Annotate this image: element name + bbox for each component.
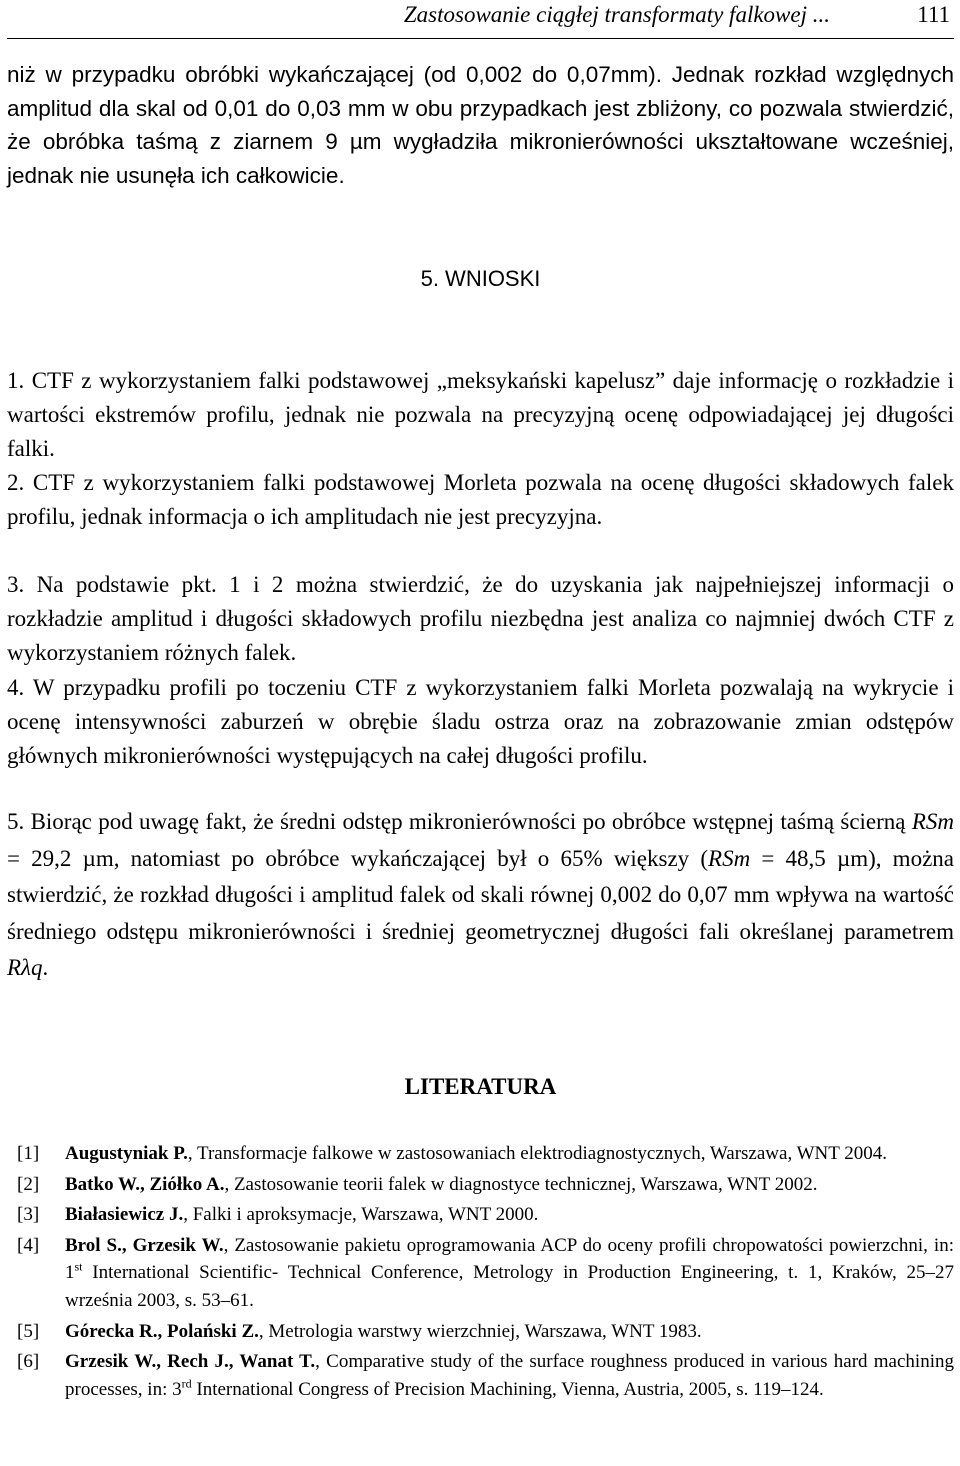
reference-number: [4]: [17, 1234, 40, 1256]
page-number: 111: [917, 2, 950, 27]
header-title: Zastosowanie ciągłej transformaty falkowej ...: [403, 2, 830, 27]
reference-number: [2]: [17, 1173, 40, 1195]
intro-paragraph: niż w przypadku obróbki wykańczającej (od 0,002 do 0,07mm). Jednak rozkład względnych amplitud dla skal od 0,01 do 0,03 mm w obu przypadkach jest zbliżony, co pozwala stwierdzić, że obróbka taśmą z ziarnem 9 µm wygładziła mikronierówności ukształtowane wcześniej, jednak nie usunęła ich całkowicie.: [7, 62, 954, 188]
conclusion-4: 4. W przypadku profili po toczeniu CTF z wykorzystaniem falki Morleta pozwalają na wykrycie i ocenę intensywności zaburzeń w obrębie śladu ostrza oraz na zobrazowanie zmian odstępów głównych mikronierówności występujących na całej długości profilu.: [7, 675, 954, 768]
reference-item: [17, 1171, 954, 1199]
reference-text: , Falki i aproksymacje, Warszawa, WNT 2000.: [183, 1204, 539, 1226]
reference-text: , Metrologia warstwy wierzchniej, Warszawa, WNT 1983.: [258, 1320, 702, 1342]
rlq-parameter: Rλq: [7, 955, 43, 980]
reference-authors: Augustyniak P.: [65, 1143, 188, 1164]
reference-item: [17, 1201, 954, 1229]
rsm-symbol: RSm: [911, 809, 954, 834]
reference-authors: Batko W., Ziółko A.: [65, 1173, 225, 1195]
reference-text: , Transformacje falkowe w zastosowaniach elektrodiagnostycznych, Warszawa, WNT 2004.: [187, 1143, 888, 1164]
reference-text: International Scientific- Technical Conference, Metrology in Production Engineering, t. 1, Kraków, 25–27 września 2003, s. 53–61.: [65, 1262, 954, 1311]
reference-authors: Grzesik W., Rech J., Wanat T.: [65, 1351, 316, 1373]
conclusion-5-part-c: = 48,5 µm), można stwierdzić, że rozkład długości i amplitud falek od skali równej 0,002 do 0,07 mm wpływa na wartość średniego odstępu mikronierówności i średniej geometrycznej długości fali określanej parametrem: [7, 845, 954, 944]
ordinal-superscript: rd: [181, 1376, 192, 1391]
reference-number: [5]: [17, 1320, 40, 1342]
reference-item: [17, 1232, 954, 1315]
conclusion-5-part-a: 5. Biorąc pod uwagę fakt, że średni odstęp mikronierówności po obróbce wstępnej taśmą ścierną: [7, 809, 912, 834]
conclusion-5-part-d: .: [42, 955, 49, 980]
reference-authors: Białasiewicz J.: [65, 1204, 184, 1226]
reference-number: [6]: [17, 1351, 40, 1373]
rsm-symbol: RSm: [708, 845, 751, 871]
reference-item: [17, 1348, 954, 1403]
ordinal-superscript: st: [74, 1260, 83, 1275]
conclusion-5-part-b: = 29,2 µm, natomiast po obróbce wykańczającej był o 65% większy (: [7, 845, 709, 871]
section-heading: 5. WNIOSKI: [420, 266, 541, 291]
reference-item: [17, 1318, 954, 1346]
reference-item: [17, 1140, 954, 1168]
reference-text: , Zastosowanie pakietu oprogramowania ACP do oceny profili chropowatości powierzchni, in: 1: [65, 1234, 954, 1284]
running-header: [7, 2, 954, 39]
reference-text: , Zastosowanie teorii falek w diagnostyce technicznej, Warszawa, WNT 2002.: [224, 1173, 818, 1195]
reference-authors: Brol S., Grzesik W.: [65, 1234, 224, 1256]
reference-text: , Comparative study of the surface roughness produced in various hard machining processes, in: 3: [65, 1351, 954, 1400]
literature-heading: LITERATURA: [404, 1074, 557, 1099]
conclusion-1: 1. CTF z wykorzystaniem falki podstawowej „meksykański kapelusz” daje informację o rozkładzie i wartości ekstremów profilu, jednak nie pozwala na precyzyjną ocenę odpowiadającej jej długości falki.: [7, 368, 954, 461]
reference-authors: Górecka R., Polański Z.: [65, 1320, 259, 1342]
reference-text: International Congress of Precision Machining, Vienna, Austria, 2005, s. 119–124.: [191, 1378, 824, 1400]
reference-number: [3]: [17, 1204, 40, 1226]
conclusion-2: 2. CTF z wykorzystaniem falki podstawowej Morleta pozwala na ocenę długości składowych falek profilu, jednak informacja o ich amplitudach nie jest precyzyjna.: [7, 470, 954, 529]
conclusion-5: [7, 804, 954, 987]
reference-list: [17, 1140, 954, 1406]
conclusion-3: 3. Na podstawie pkt. 1 i 2 można stwierdzić, że do uzyskania jak najpełniejszej informacji o rozkładzie amplitud i długości składowych profilu niezbędna jest analiza co najmniej dwóch CTF z wykorzystaniem różnych falek.: [7, 572, 954, 665]
reference-number: [1]: [17, 1143, 40, 1164]
